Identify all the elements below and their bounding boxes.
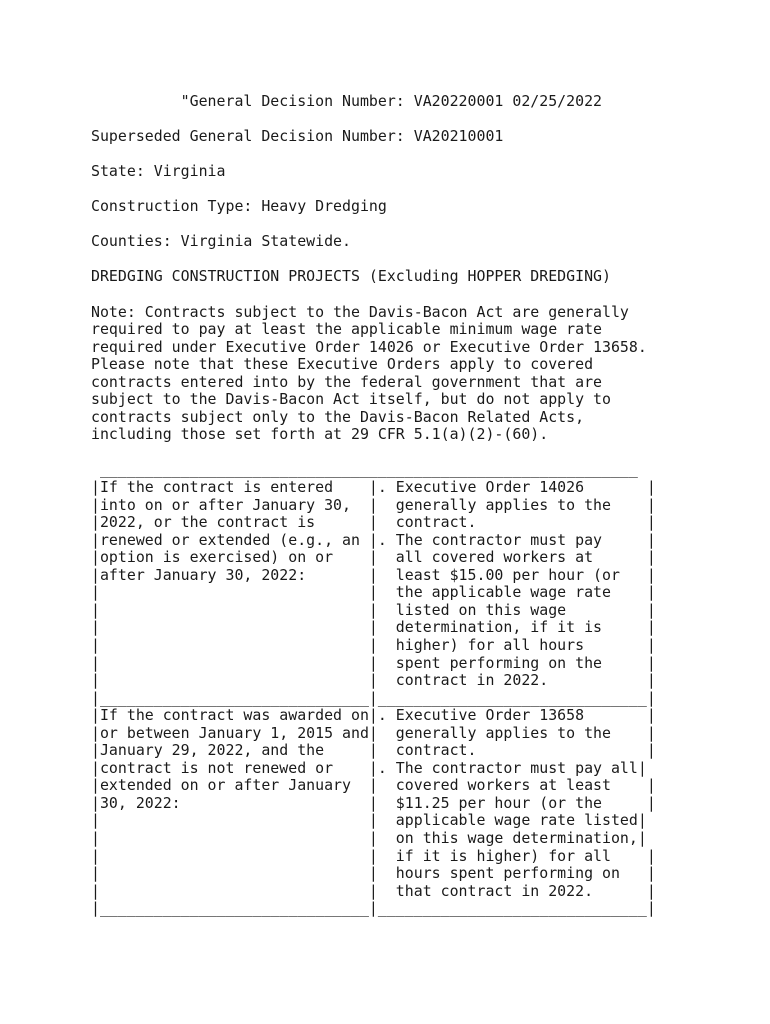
document-line: |or between January 1, 2015 and| generally applies to the |	[91, 723, 656, 742]
document-line: | | contract in 2022. |	[91, 671, 656, 690]
document-line: | | on this wage determination,|	[91, 828, 647, 847]
document-line: Superseded General Decision Number: VA20210001	[91, 127, 504, 146]
document-line: |option is exercised) on or | all covered workers at |	[91, 548, 656, 567]
document-line: | | hours spent performing on |	[91, 864, 656, 883]
document-line: DREDGING CONSTRUCTION PROJECTS (Excluding HOPPER DREDGING)	[91, 267, 611, 286]
document-line	[91, 146, 656, 164]
document-line: subject to the Davis-Bacon Act itself, but do not apply to	[91, 390, 611, 409]
document-line: |contract is not renewed or |. The contractor must pay all|	[91, 758, 647, 777]
decision-document	[91, 93, 656, 918]
document-line: | | applicable wage rate listed|	[91, 811, 647, 830]
document-line: "General Decision Number: VA20220001 02/25/2022	[91, 92, 603, 110]
document-line: required under Executive Order 14026 or Executive Order 13658.	[91, 337, 647, 356]
document-line: State: Virginia	[91, 162, 226, 181]
document-line: | | the applicable wage rate |	[91, 583, 656, 602]
document-line: |______________________________|______________________________|	[91, 899, 656, 918]
document-line: |30, 2022: | $11.25 per hour (or the |	[91, 793, 656, 812]
document-line: | | higher) for all hours |	[91, 635, 656, 654]
document-line: |after January 30, 2022: | least $15.00 per hour (or |	[91, 565, 656, 584]
document-line: | | if it is higher) for all |	[91, 846, 656, 865]
document-line	[91, 181, 656, 199]
document-line	[91, 111, 656, 129]
document-line: ____________________________________________________________	[91, 460, 638, 479]
document-line: required to pay at least the applicable minimum wage rate	[91, 320, 603, 339]
document-line: Counties: Virginia Statewide.	[91, 232, 351, 251]
document-line: Construction Type: Heavy Dredging	[91, 197, 387, 216]
document-line: | | spent performing on the |	[91, 653, 656, 672]
document-line: | | determination, if it is |	[91, 618, 656, 637]
document-line: contracts subject only to the Davis-Bacon Related Acts,	[91, 407, 585, 426]
document-line: Note: Contracts subject to the Davis-Bacon Act are generally	[91, 302, 629, 321]
document-line: contracts entered into by the federal government that are	[91, 372, 603, 391]
document-line	[91, 444, 656, 462]
document-line: |______________________________|______________________________|	[91, 688, 656, 707]
document-line: |If the contract is entered |. Executive Order 14026 |	[91, 478, 656, 497]
document-line: |If the contract was awarded on|. Executive Order 13658 |	[91, 706, 656, 725]
document-line	[91, 286, 656, 304]
document-line: |renewed or extended (e.g., an |. The contractor must pay |	[91, 530, 656, 549]
document-line: |2022, or the contract is | contract. |	[91, 513, 656, 532]
document-line: | | listed on this wage |	[91, 600, 656, 619]
document-line: |January 29, 2022, and the | contract. |	[91, 741, 656, 760]
document-line: |into on or after January 30, | generally applies to the |	[91, 495, 656, 514]
document-line: Please note that these Executive Orders apply to covered	[91, 355, 594, 374]
document-line: | | that contract in 2022. |	[91, 881, 656, 900]
document-line	[91, 251, 656, 269]
document-line: including those set forth at 29 CFR 5.1(a)(2)-(60).	[91, 425, 549, 444]
document-line: |extended on or after January | covered workers at least |	[91, 776, 656, 795]
document-line	[91, 216, 656, 234]
